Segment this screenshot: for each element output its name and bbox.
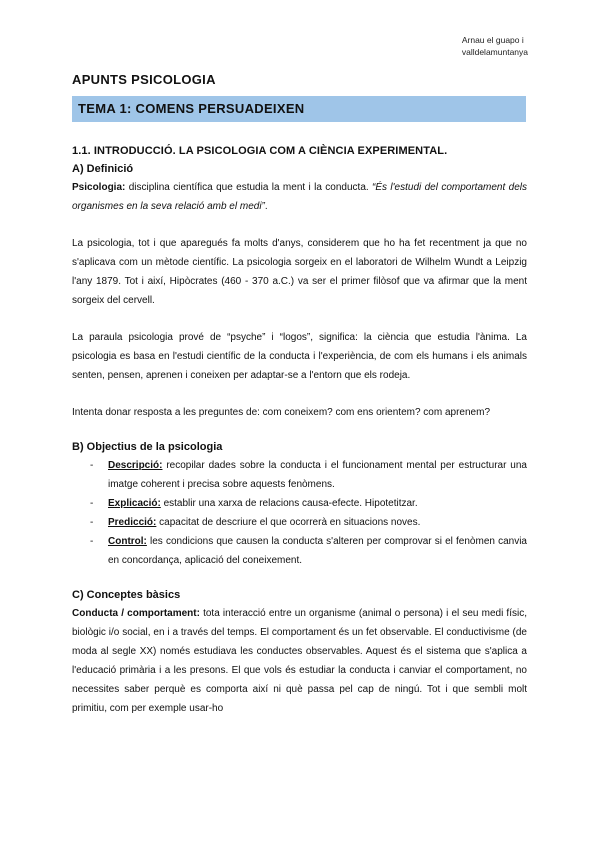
objective-term: Predicció: [108,517,157,528]
definition-paragraph [72,178,527,216]
definition-text: disciplina científica que estudia la ment i la conducta. [125,182,373,193]
subsection-heading-definition: A) Definició [72,163,134,175]
list-item [90,532,527,570]
list-item [90,513,527,532]
concepts-paragraph [72,604,527,718]
document-title: APUNTS PSICOLOGIA [72,72,216,87]
objective-term: Control: [108,536,147,547]
list-item [90,494,527,513]
concept-text: tota interacció entre un organisme (animal o persona) i el seu medi físic, biològic i/o social, en i a través del temps. El comportament és un fet observable. El conductivisme (de moda al segle XX) només estudiava les conductes observables. Aquest és el sistema que s'aplica a l'educació primària i a les presons. El que vols és estudiar la conducta i canviar el comportament, no necessites saber perquè es comporta així ni què passa pel cap de ningú. Tot i que sembli molt primitiu, com per exemple usar-ho [72,608,527,714]
bullet-dash: - [90,460,94,471]
objective-text: establir una xarxa de relacions causa-efecte. Hipotetitzar. [160,498,418,509]
subsection-heading-objectives: B) Objectius de la psicologia [72,441,223,453]
objective-text: capacitat de descriure el que ocorrerà en situacions noves. [156,517,421,528]
author-line-1: Arnau el guapo i [461,35,524,45]
author-line-2: valldelamuntanya [461,47,528,57]
objective-text: les condicions que causen la conducta s'alteren per comprovar si el fenòmen canvia en concordança, aplicació del coneixement. [108,536,527,566]
objective-term: Explicació: [108,498,161,509]
bullet-dash: - [90,536,94,547]
definition-end: . [264,201,268,212]
section-heading: 1.1. INTRODUCCIÓ. LA PSICOLOGIA COM A CIÈNCIA EXPERIMENTAL. [72,145,448,157]
concept-term: Conducta / comportament: [72,608,200,619]
bullet-dash: - [90,498,94,509]
header-author [462,34,528,58]
objective-term: Descripció: [108,460,163,471]
objective-text: recopilar dades sobre la conducta i el funcionament mental per estructurar una imatge coherent i precisa sobre aquests fenòmens. [108,460,527,490]
objectives-list [72,456,527,570]
topic-title: TEMA 1: COMENS PERSUADEIXEN [78,101,305,116]
document-body [72,142,527,718]
definition-quote: “És l'estudi del comportament dels organismes en la seva relació amb el medi” [72,182,527,212]
topic-banner [72,96,526,122]
bullet-dash: - [90,517,94,528]
paragraph-etymology: La paraula psicologia prové de “psyche” i “logos”, significa: la ciència que estudia l'ànima. La psicologia es basa en l'estudi científic de la conducta i l'experiència, de com els humans i els animals senten, pensen, aprenen i coneixen per adaptar-se a l'entorn que els rodeja. [72,332,527,381]
paragraph-questions: Intenta donar resposta a les preguntes de: com coneixem? com ens orientem? com aprenem? [72,407,491,418]
definition-term: Psicologia: [72,182,126,193]
list-item [90,456,527,494]
subsection-heading-concepts: C) Conceptes bàsics [72,589,181,601]
paragraph-history: La psicologia, tot i que aparegués fa molts d'anys, considerem que ho ha fet recentment ja que no s'aplicava com un mètode científic. La psicologia sorgeix en el laboratori de Wilhelm Wundt a Leipzig l'any 1879. Tot i així, Hipòcrates (460 - 370 a.C.) va ser el primer filòsof que va afirmar que la ment sorgeix del cervell. [72,238,527,306]
